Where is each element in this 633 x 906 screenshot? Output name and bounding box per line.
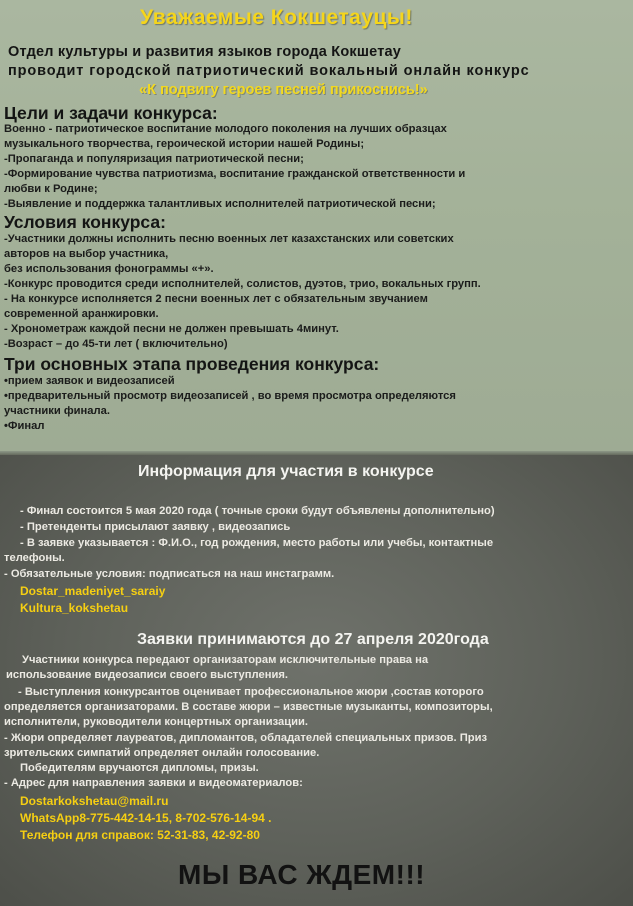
- applications-line: - Выступления конкурсантов оценивает профессиональное жюри ,состав которого: [18, 686, 484, 698]
- applications-title: Заявки принимаются до 27 апреля 2020года: [137, 631, 489, 648]
- stages-line: •Финал: [4, 420, 45, 432]
- bottom-panel: [0, 455, 633, 906]
- stages-line: •прием заявок и видеозаписей: [4, 375, 175, 387]
- conditions-title: Условия конкурса:: [4, 212, 166, 232]
- goals-line: Военно - патриотическое воспитание молодого поколения на лучших образцах: [4, 123, 447, 135]
- main-heading: Уважаемые Кокшетауцы!: [140, 6, 413, 29]
- stages-title: Три основных этапа проведения конкурса:: [4, 354, 380, 374]
- conditions-line: -Участники должны исполнить песню военных лет казахстанских или советских: [4, 233, 454, 245]
- instagram-handle[interactable]: Kultura_kokshetau: [20, 601, 129, 615]
- intro-line-1: Отдел культуры и развития языков города Кокшетау: [8, 44, 402, 60]
- stages-line: •предварительный просмотр видеозаписей , во время просмотра определяются: [4, 390, 456, 402]
- contact-email[interactable]: Dostarkokshetau@mail.ru: [20, 794, 169, 808]
- goals-line: -Выявление и поддержка талантливых исполнителей патриотической песни;: [4, 198, 436, 210]
- applications-line: Победителям вручаются дипломы, призы.: [20, 762, 259, 774]
- goals-line: любви к Родине;: [4, 183, 98, 195]
- closing-call: МЫ ВАС ЖДЕМ!!!: [178, 859, 426, 890]
- conditions-line: - Хронометраж каждой песни не должен превышать 4минут.: [4, 323, 339, 335]
- applications-line: - Жюри определяет лауреатов, дипломантов, обладателей специальных призов. Приз: [4, 732, 488, 744]
- info-line: - В заявке указывается : Ф.И.О., год рождения, место работы или учебы, контактные: [20, 537, 494, 549]
- applications-line: Участники конкурса передают организаторам исключительные права на: [22, 654, 429, 666]
- applications-line: определяется организаторами. В составе жюри – известные музыканты, композиторы,: [4, 701, 493, 713]
- goals-line: -Формирование чувства патриотизма, воспитание гражданской ответственности и: [4, 168, 466, 180]
- applications-line: использование видеозаписи своего выступления.: [6, 669, 288, 681]
- intro-line-2: проводит городской патриотический вокальный онлайн конкурс: [8, 63, 530, 79]
- contact-phone[interactable]: Телефон для справок: 52-31-83, 42-92-80: [20, 828, 260, 842]
- contest-name: «К подвигу героев песней прикоснись!»: [139, 82, 428, 98]
- conditions-line: - На конкурсе исполняется 2 песни военных лет с обязательным звучанием: [4, 293, 428, 305]
- info-title: Информация для участия в конкурсе: [138, 463, 434, 480]
- contact-whatsapp[interactable]: WhatsApp8-775-442-14-15, 8-702-576-14-94 .: [20, 811, 272, 825]
- info-line: телефоны.: [4, 552, 65, 564]
- applications-line: исполнители, руководители концертных организации.: [4, 716, 308, 728]
- goals-line: -Пропаганда и популяризация патриотической песни;: [4, 153, 304, 165]
- stages-line: участники финала.: [4, 405, 110, 417]
- conditions-line: без использования фонограммы «+».: [4, 263, 214, 275]
- goals-line: музыкального творчества, героической истории нашей Родины;: [4, 138, 365, 150]
- conditions-line: авторов на выбор участника,: [4, 248, 169, 260]
- info-line: - Претенденты присылают заявку , видеозапись: [20, 521, 291, 533]
- conditions-line: современной аранжировки.: [4, 308, 159, 320]
- applications-line: зрительских симпатий определяет онлайн голосование.: [4, 747, 320, 759]
- goals-title: Цели и задачи конкурса:: [4, 103, 218, 123]
- instagram-handle[interactable]: Dostar_madeniyet_saraiy: [20, 584, 166, 598]
- applications-line: - Адрес для направления заявки и видеоматериалов:: [4, 777, 303, 789]
- info-line: - Обязательные условия: подписаться на наш инстаграмм.: [4, 568, 335, 580]
- info-line: - Финал состоится 5 мая 2020 года ( точные сроки будут объявлены дополнительно): [20, 505, 495, 517]
- conditions-line: -Конкурс проводится среди исполнителей, солистов, дуэтов, трио, вокальных групп.: [4, 278, 481, 290]
- conditions-line: -Возраст – до 45-ти лет ( включительно): [4, 338, 228, 350]
